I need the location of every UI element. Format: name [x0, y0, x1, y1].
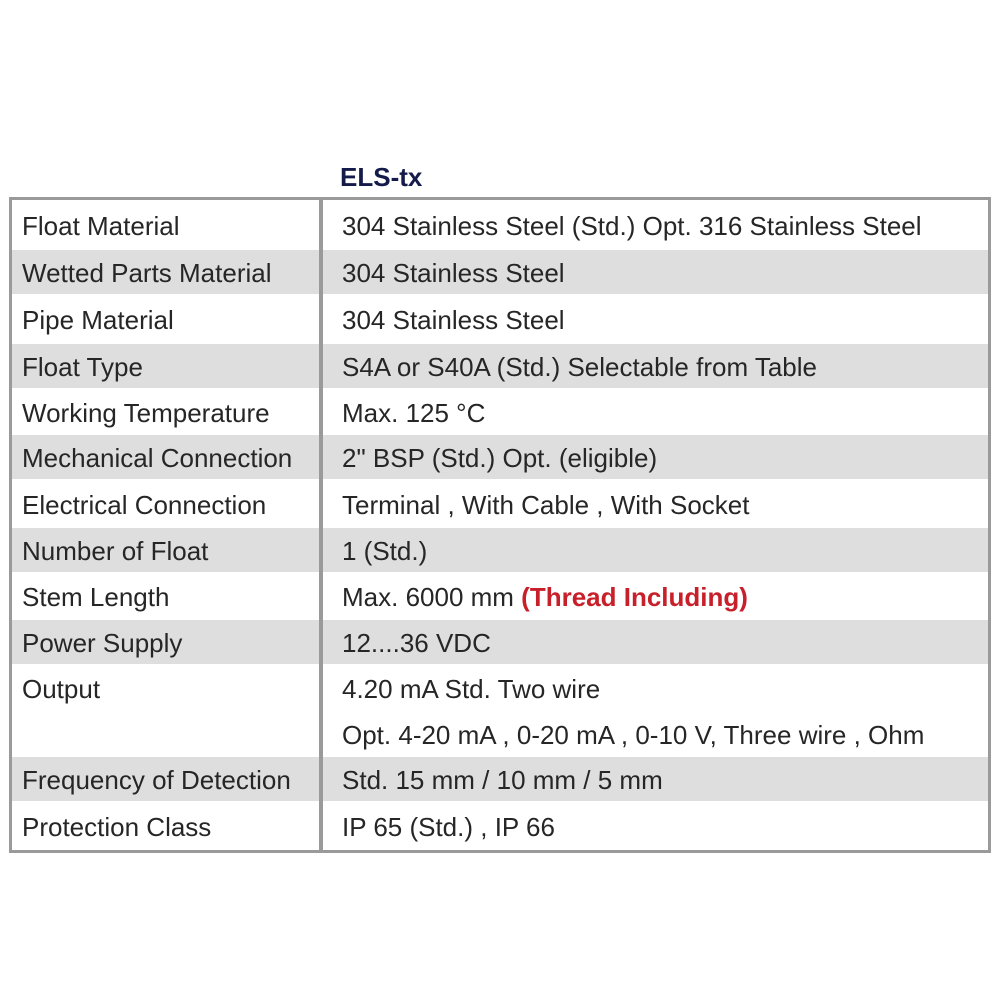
column-divider — [319, 200, 323, 850]
spec-label: Stem Length — [22, 582, 170, 612]
spec-value: Std. 15 mm / 10 mm / 5 mm — [342, 765, 663, 795]
spec-row-protection-class — [12, 804, 988, 848]
spec-label: Protection Class — [22, 812, 212, 842]
spec-value-line-2: Opt. 4-20 mA , 0-20 mA , 0-10 V, Three wire , Ohm — [342, 720, 925, 750]
spec-row-electrical-connection — [12, 482, 988, 526]
spec-row-mechanical-connection — [12, 435, 988, 479]
spec-value — [342, 666, 924, 758]
spec-value-text: Max. 6000 mm — [342, 582, 522, 612]
spec-row-wetted-parts-material — [12, 250, 988, 294]
spec-value-line-1: 4.20 mA Std. Two wire — [342, 674, 601, 704]
spec-value: 304 Stainless Steel (Std.) Opt. 316 Stainless Steel — [342, 211, 922, 241]
spec-row-float-type — [12, 344, 988, 388]
spec-label: Power Supply — [22, 628, 183, 658]
spec-value: 304 Stainless Steel — [342, 258, 565, 288]
spec-label: Output — [22, 674, 101, 704]
spec-row-float-material — [12, 203, 988, 247]
spec-value-highlight: (Thread Including) — [521, 582, 748, 612]
spec-label: Float Type — [22, 352, 143, 382]
spec-row-number-of-float — [12, 528, 988, 572]
spec-value: Terminal , With Cable , With Socket — [342, 490, 750, 520]
spec-label: Working Temperature — [22, 398, 270, 428]
spec-row-power-supply — [12, 620, 988, 664]
spec-label: Electrical Connection — [22, 490, 267, 520]
spec-row-pipe-material — [12, 297, 988, 341]
spec-label: Number of Float — [22, 536, 209, 566]
spec-value: 304 Stainless Steel — [342, 305, 565, 335]
spec-row-stem-length — [12, 574, 988, 618]
product-title: ELS-tx — [340, 162, 423, 192]
spec-value: S4A or S40A (Std.) Selectable from Table — [342, 352, 818, 382]
spec-row-output — [12, 666, 988, 756]
spec-value: 12....36 VDC — [342, 628, 491, 658]
spec-table — [9, 197, 991, 853]
spec-row-working-temperature — [12, 390, 988, 434]
spec-value: 2" BSP (Std.) Opt. (eligible) — [342, 443, 658, 473]
spec-value: 1 (Std.) — [342, 536, 428, 566]
spec-label: Wetted Parts Material — [22, 258, 272, 288]
spec-label: Frequency of Detection — [22, 765, 291, 795]
spec-row-frequency-of-detection — [12, 757, 988, 801]
spec-label: Mechanical Connection — [22, 443, 293, 473]
spec-label: Pipe Material — [22, 305, 174, 335]
spec-value: Max. 125 °C — [342, 398, 486, 428]
spec-label: Float Material — [22, 211, 180, 241]
spec-value — [342, 574, 748, 620]
spec-value: IP 65 (Std.) , IP 66 — [342, 812, 555, 842]
